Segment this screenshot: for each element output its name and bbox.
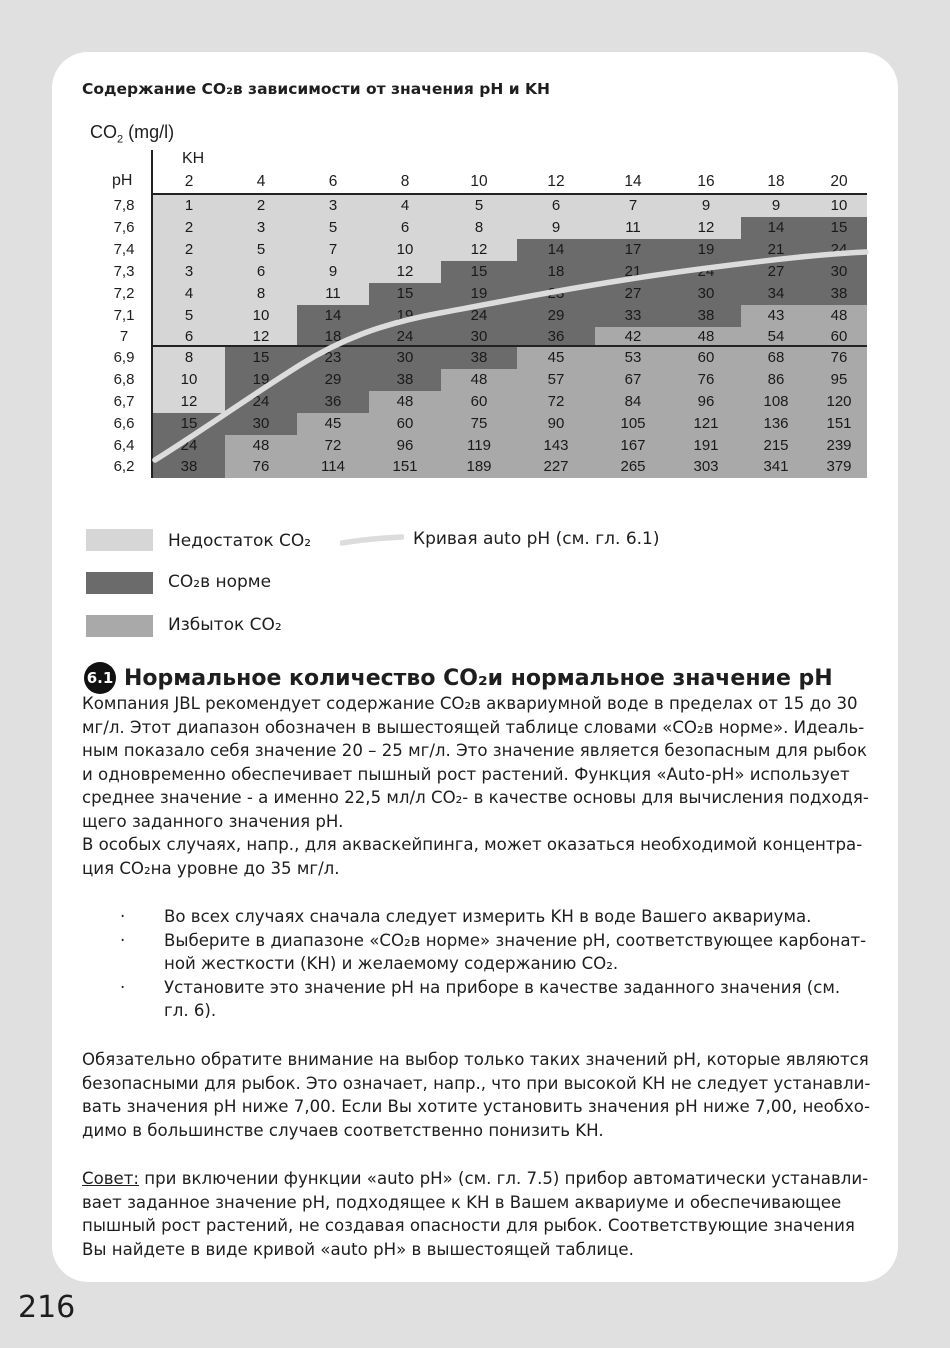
table-cell: 114: [297, 456, 369, 478]
table-cell: 24: [441, 305, 517, 327]
legend-curve-label: Кривая auto pH (см. гл. 6.1): [413, 529, 660, 549]
table-cell: 48: [225, 435, 297, 456]
table-cell: 24: [671, 261, 741, 283]
table-cell: 9: [671, 195, 741, 217]
intro-line: и одновременно обеспечивает пышный рост растений. Функция «Auto-pH» использует: [82, 764, 850, 784]
table-cell: 45: [517, 347, 595, 369]
section-heading: [84, 662, 833, 694]
table-cell: 3: [225, 217, 297, 239]
table-cell: 86: [741, 369, 811, 391]
table-cell: 11: [297, 283, 369, 305]
table-cell: 121: [671, 413, 741, 435]
table-cell: 108: [741, 391, 811, 413]
table-cell: 30: [811, 261, 867, 283]
table-cell: 30: [369, 347, 441, 369]
table-cell: 76: [671, 369, 741, 391]
table-cell: 10: [369, 239, 441, 261]
ph-row-label: 7,2: [113, 285, 135, 302]
table-cell: 24: [369, 327, 441, 347]
table-cell: 15: [441, 261, 517, 283]
table-cell: 265: [595, 456, 671, 478]
table-cell: 9: [297, 261, 369, 283]
tip-line: вает заданное значение pH, подходящее к KH в Вашем аквариуме и обеспечивающее: [82, 1192, 842, 1212]
table-cell: 38: [671, 305, 741, 327]
table-cell: 227: [517, 456, 595, 478]
table-cell: 60: [811, 327, 867, 347]
table-cell: 8: [225, 283, 297, 305]
table-cell: 38: [811, 283, 867, 305]
table-cell: 27: [595, 283, 671, 305]
table-cell: 24: [225, 391, 297, 413]
bullet-dot-icon: ·: [120, 907, 126, 926]
table-cell: 143: [517, 435, 595, 456]
table-cell: 105: [595, 413, 671, 435]
table-cell: 95: [811, 369, 867, 391]
kh-header-8: 8: [400, 173, 410, 190]
bullet-item: [82, 929, 872, 976]
table-cell: 72: [517, 391, 595, 413]
table-cell: 239: [811, 435, 867, 456]
ph-row-label: 7,4: [113, 241, 135, 258]
table-cell: 54: [741, 327, 811, 347]
table-cell: 19: [369, 305, 441, 327]
table-cell: 36: [517, 327, 595, 347]
bullet-line: Выберите в диапазоне «CO₂в норме» значение pH, соответствующее карбонат-: [164, 930, 867, 950]
table-cell: 6: [369, 217, 441, 239]
ph-row-label: 7,1: [113, 307, 135, 324]
table-cell: 189: [441, 456, 517, 478]
bullet-line: ной жесткости (KH) и желаемому содержанию CO₂.: [164, 954, 619, 973]
table-cell: 68: [741, 347, 811, 369]
table-cell: 5: [153, 305, 225, 327]
table-cell: 4: [153, 283, 225, 305]
table-cell: 23: [297, 347, 369, 369]
table-cell: 4: [369, 195, 441, 217]
table-cell: 57: [517, 369, 595, 391]
intro-line: мг/л. Этот диапазон обозначен в вышестоящей таблице словами «CO₂в норме». Идеаль-: [82, 717, 865, 737]
table-cell: 15: [369, 283, 441, 305]
table-cell: 19: [225, 369, 297, 391]
intro-line: Компания JBL рекомендует содержание CO₂в аквариумной воде в пределах от 15 до 30: [82, 694, 858, 713]
table-cell: 15: [225, 347, 297, 369]
table-cell: 24: [811, 239, 867, 261]
table-cell: 191: [671, 435, 741, 456]
table-cell: 96: [671, 391, 741, 413]
table-cell: 12: [369, 261, 441, 283]
bullet-line: Установите это значение pH на приборе в качестве заданного значения (см.: [164, 977, 841, 997]
table-cell: 72: [297, 435, 369, 456]
table-cell: 30: [671, 283, 741, 305]
table-cell: 10: [811, 195, 867, 217]
table-cell: 120: [811, 391, 867, 413]
bullet-dot-icon: ·: [120, 930, 126, 950]
table-cell: 12: [225, 327, 297, 347]
table-cell: 19: [671, 239, 741, 261]
table-cell: 151: [369, 456, 441, 478]
bullet-line: гл. 6).: [164, 1001, 217, 1020]
kh-header-6: 6: [328, 173, 338, 190]
table-cell: 5: [297, 217, 369, 239]
table-cell: 38: [369, 369, 441, 391]
ph-row-label: 6,4: [113, 437, 135, 454]
ph-row-label: 7,6: [113, 219, 135, 236]
ph-row-label: 7: [119, 328, 129, 345]
chart-title: Содержание CO₂в зависимости от значения pH и KH: [82, 80, 550, 98]
table-cell: 48: [441, 369, 517, 391]
table-cell: 21: [741, 239, 811, 261]
tip-paragraph: [82, 1167, 872, 1261]
table-cell: 7: [595, 195, 671, 217]
table-cell: 5: [225, 239, 297, 261]
table-cell: 18: [297, 327, 369, 347]
intro-paragraph: [82, 692, 872, 880]
legend-shortage-swatch: [86, 529, 153, 551]
table-cell: 151: [811, 413, 867, 435]
table-cell: 2: [225, 195, 297, 217]
table-cell: 8: [441, 217, 517, 239]
table-cell: 379: [811, 456, 867, 478]
table-cell: 24: [153, 435, 225, 456]
table-cell: 2: [153, 239, 225, 261]
table-cell: 30: [441, 327, 517, 347]
table-cell: 215: [741, 435, 811, 456]
table-cell: 19: [441, 283, 517, 305]
bullet-item: [82, 976, 872, 1023]
table-cell: 9: [741, 195, 811, 217]
kh-header-14: 14: [624, 173, 642, 190]
warning-line: димо в большинстве случаев соответственно понизить KH.: [82, 1120, 604, 1140]
tip-line: Вы найдете в виде кривой «auto pH» в вышестоящей таблице.: [82, 1239, 634, 1259]
tip-line: Совет: при включении функции «auto pH» (см. гл. 7.5) прибор автоматически устанавли-: [82, 1169, 869, 1188]
table-cell: 2: [153, 217, 225, 239]
legend-curve-icon: [340, 534, 404, 546]
table-cell: 21: [595, 261, 671, 283]
bullet-item: [82, 905, 872, 929]
table-cell: 43: [741, 305, 811, 327]
kh-header-2: 2: [184, 173, 194, 190]
table-cell: 45: [297, 413, 369, 435]
table-cell: 136: [741, 413, 811, 435]
warning-paragraph: [82, 1048, 872, 1142]
kh-header-16: 16: [697, 173, 715, 190]
kh-header-4: 4: [256, 173, 266, 190]
ph-row-label: 6,8: [113, 371, 135, 388]
intro-line: В особых случаях, напр., для акваскейпинга, может оказаться необходимой концентра-: [82, 835, 863, 854]
table-cell: 12: [671, 217, 741, 239]
ph-row-label: 6,7: [113, 393, 135, 410]
table-cell: 8: [153, 347, 225, 369]
auto-ph-curve: [0, 0, 950, 500]
tip-line: пышный рост растений, не создавая опасности для рыбок. Соответствующие значения: [82, 1216, 855, 1235]
legend-excess-label: Избыток CO₂: [168, 615, 282, 635]
table-cell: 5: [441, 195, 517, 217]
bullet-dot-icon: ·: [120, 977, 126, 997]
table-cell: 34: [741, 283, 811, 305]
table-cell: 1: [153, 195, 225, 217]
table-cell: 14: [517, 239, 595, 261]
tip-label: Совет:: [82, 1169, 139, 1188]
warning-line: вать значения pH ниже 7,00. Если Вы хотите установить значения pH ниже 7,00, необхо-: [82, 1097, 870, 1116]
table-cell: 27: [741, 261, 811, 283]
intro-line: ция CO₂на уровне до 35 мг/л.: [82, 858, 340, 878]
intro-line: ным показало себя значение 20 – 25 мг/л. Это значение является безопасным для рыбок: [82, 741, 868, 760]
kh-header-10: 10: [470, 173, 488, 190]
table-cell: 48: [671, 327, 741, 347]
table-cell: 3: [297, 195, 369, 217]
table-cell: 60: [441, 391, 517, 413]
table-cell: 341: [741, 456, 811, 478]
table-cell: 38: [441, 347, 517, 369]
table-cell: 36: [297, 391, 369, 413]
ph-row-label: 6,2: [113, 458, 135, 475]
table-cell: 76: [225, 456, 297, 478]
table-cell: 90: [517, 413, 595, 435]
table-cell: 38: [153, 456, 225, 478]
table-cell: 75: [441, 413, 517, 435]
kh-header-12: 12: [547, 173, 565, 190]
intro-line: среднее значение - а именно 22,5 мл/л CO₂- в качестве основы для вычисления подходя-: [82, 788, 869, 807]
table-cell: 23: [517, 283, 595, 305]
table-cell: 3: [153, 261, 225, 283]
table-cell: 11: [595, 217, 671, 239]
table-cell: 9: [517, 217, 595, 239]
warning-line: Обязательно обратите внимание на выбор только таких значений pH, которые являются: [82, 1050, 869, 1069]
kh-axis-label: KH: [182, 150, 205, 167]
table-cell: 60: [369, 413, 441, 435]
ph-row-label: 6,6: [113, 415, 135, 432]
table-cell: 48: [369, 391, 441, 413]
table-cell: 14: [741, 217, 811, 239]
table-cell: 76: [811, 347, 867, 369]
page-number: 216: [18, 1290, 76, 1325]
table-cell: 15: [811, 217, 867, 239]
table-cell: 18: [517, 261, 595, 283]
table-cell: 60: [671, 347, 741, 369]
table-cell: 7: [297, 239, 369, 261]
table-cell: 10: [225, 305, 297, 327]
section-heading-text: Нормальное количество CO₂и нормальное значение pH: [124, 665, 833, 691]
co2-axis-label: $CO_2$ (mg/l): [90, 122, 175, 146]
table-cell: 67: [595, 369, 671, 391]
table-cell: 12: [441, 239, 517, 261]
bullet-line: Во всех случаях сначала следует измерить KH в воде Вашего аквариума.: [164, 907, 812, 926]
intro-line: щего заданного значения pH.: [82, 811, 344, 831]
legend-excess-swatch: [86, 615, 153, 637]
table-cell: 30: [225, 413, 297, 435]
warning-line: безопасными для рыбок. Это означает, напр., что при высокой KH не следует устанавли-: [82, 1073, 871, 1093]
ph-row-label: 7,3: [113, 263, 135, 280]
table-cell: 6: [517, 195, 595, 217]
ph-row-label: 6,9: [113, 349, 135, 366]
table-cell: 6: [153, 327, 225, 347]
table-cell: 303: [671, 456, 741, 478]
table-cell: 29: [517, 305, 595, 327]
legend-normal-label: CO₂в норме: [168, 572, 272, 592]
ph-row-label: 7,8: [113, 197, 135, 214]
section-number-badge: 6.1: [84, 662, 116, 694]
table-cell: 12: [153, 391, 225, 413]
table-cell: 53: [595, 347, 671, 369]
ph-axis-label: pH: [112, 172, 133, 189]
table-cell: 96: [369, 435, 441, 456]
table-cell: 167: [595, 435, 671, 456]
legend-shortage-label: Недостаток CO₂: [168, 531, 312, 551]
table-cell: 15: [153, 413, 225, 435]
kh-header-18: 18: [767, 173, 785, 190]
legend-normal-swatch: [86, 572, 153, 594]
kh-header-20: 20: [830, 173, 848, 190]
bullet-list: [82, 905, 872, 1023]
table-cell: 6: [225, 261, 297, 283]
table-cell: 48: [811, 305, 867, 327]
table-cell: 33: [595, 305, 671, 327]
table-cell: 14: [297, 305, 369, 327]
table-cell: 29: [297, 369, 369, 391]
table-cell: 84: [595, 391, 671, 413]
table-cell: 42: [595, 327, 671, 347]
table-cell: 10: [153, 369, 225, 391]
table-cell: 119: [441, 435, 517, 456]
table-cell: 17: [595, 239, 671, 261]
